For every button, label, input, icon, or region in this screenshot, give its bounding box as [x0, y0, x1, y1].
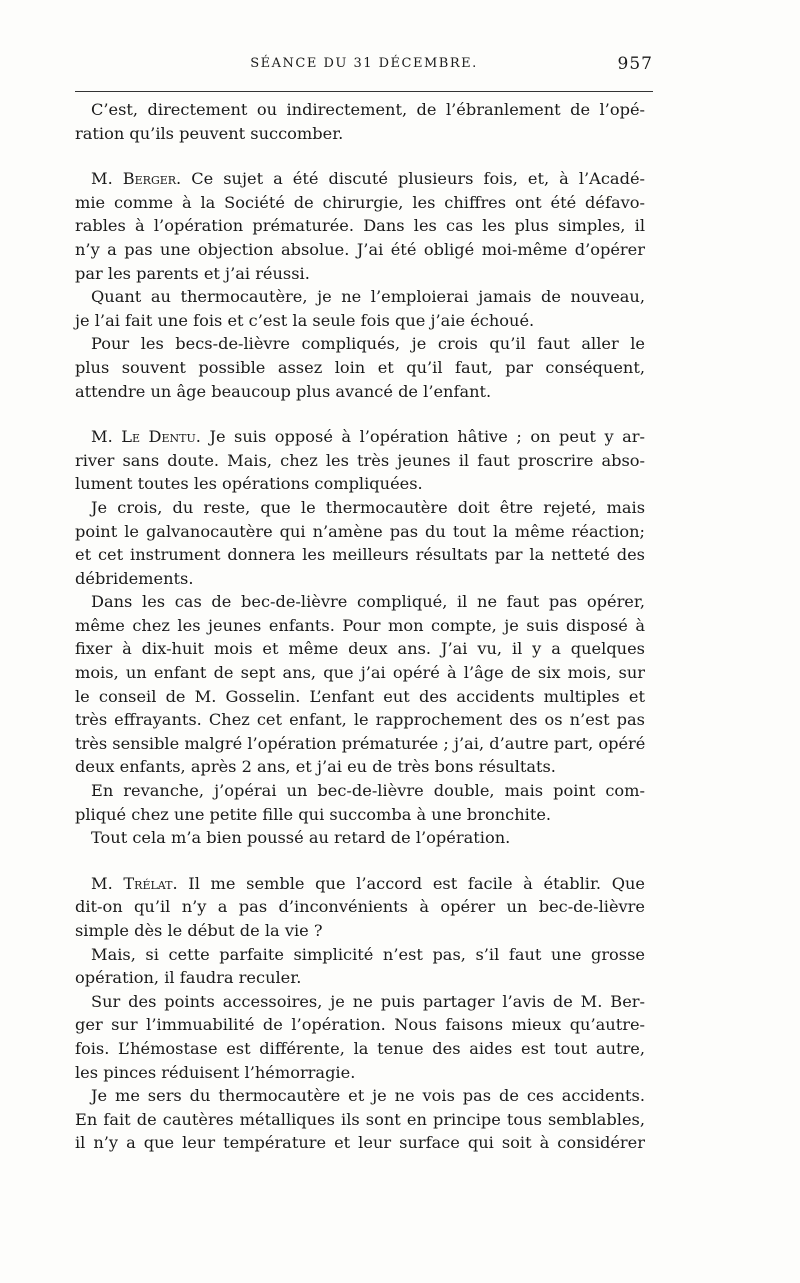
paragraph [75, 872, 645, 943]
text-line: Sur des points accessoires, je ne puis partager l’avis de M. Ber- [91, 991, 645, 1011]
paragraph-gap [75, 850, 645, 872]
text-line: C’est, directement ou indirectement, de l’ébranlement de l’opé- [91, 100, 645, 119]
page-number: 957 [617, 54, 653, 74]
paragraph-gap [75, 403, 645, 425]
text-line: Tout cela m’a bien poussé au retard de l’opération. [91, 828, 511, 848]
text-line: mie comme à la Société de chirurgie, les chiffres ont été défavo- [75, 192, 645, 212]
text-line: ger sur l’immuabilité de l’opération. Nous faisons mieux qu’autre- [75, 1015, 645, 1035]
text-line: point le galvanocautère qui n’amène pas du tout la même réaction; [75, 521, 645, 541]
text-line: et cet instrument donnera les meilleurs résultats par la netteté des [75, 545, 645, 565]
text-line: débridements. [75, 568, 194, 588]
text-line: même chez les jeunes enfants. Pour mon compte, je suis disposé à [75, 615, 645, 635]
text-line: En revanche, j’opérai un bec-de-lièvre double, mais point com- [91, 781, 645, 801]
paragraph [75, 590, 645, 779]
text-line: plus souvent possible assez loin et qu’il faut, par conséquent, [75, 357, 645, 377]
running-header [75, 56, 653, 86]
text-line: lument toutes les opérations compliquées. [75, 474, 423, 494]
paragraph [75, 167, 645, 285]
text-line: Je crois, du reste, que le thermocautère doit être rejeté, mais [91, 497, 645, 517]
paragraph [75, 496, 645, 590]
text-line: Pour les becs-de-lièvre compliqués, je crois qu’il faut aller le [91, 334, 645, 354]
text-line: simple dès le début de la vie ? [75, 921, 323, 940]
text-line: je l’ai fait une fois et c’est la seule fois que j’aie échoué. [75, 310, 535, 330]
text-line: Je me sers du thermocautère et je ne vois pas de ces accidents. [91, 1086, 645, 1106]
text-line: rables à l’opération prématurée. Dans les cas les plus simples, il [75, 216, 645, 236]
header-title: SÉANCE DU 31 DÉCEMBRE. [250, 56, 478, 71]
paragraph [75, 943, 645, 990]
paragraph [75, 990, 645, 1084]
text-line [75, 425, 645, 449]
body-text [75, 98, 645, 1155]
text-line: opération, il faudra reculer. [75, 968, 302, 988]
paragraph [75, 98, 645, 145]
paragraph [75, 779, 645, 826]
speaker-name: M. Trélat. [91, 873, 178, 893]
text-line [75, 167, 645, 191]
text-line: Dans les cas de bec-de-lièvre compliqué, il ne faut pas opérer, [91, 592, 645, 612]
paragraph [75, 425, 645, 496]
text-line: dit-on qu’il n’y a pas d’inconvénients à opérer un bec-de-lièvre [75, 897, 645, 917]
text-line: mois, un enfant de sept ans, que j’ai opéré à l’âge de six mois, sur [75, 663, 645, 683]
paragraph [75, 826, 645, 850]
text-line: En fait de cautères métalliques ils sont en principe tous semblables, [75, 1109, 645, 1129]
text-line: deux enfants, après 2 ans, et j’ai eu de très bons résultats. [75, 757, 556, 777]
paragraph [75, 285, 645, 332]
paragraph-gap [75, 145, 645, 167]
text-line: pliqué chez une petite fille qui succomba à une bronchite. [75, 804, 552, 824]
text-line [75, 872, 645, 896]
paragraph [75, 1084, 645, 1155]
text-line: Mais, si cette parfaite simplicité n’est pas, s’il faut une grosse [91, 944, 645, 964]
text-run: Il me semble que l’accord est facile à établir. Que [177, 873, 646, 893]
paragraph [75, 332, 645, 403]
text-line: très effrayants. Chez cet enfant, le rapprochement des os n’est pas [75, 710, 645, 730]
header-rule [75, 91, 653, 92]
text-line: n’y a pas une objection absolue. J’ai été obligé moi-même d’opérer [75, 239, 645, 259]
text-run: Ce sujet a été discuté plusieurs fois, et, à l’Acadé- [181, 169, 645, 189]
speaker-name: M. Berger. [91, 169, 182, 189]
text-line: très sensible malgré l’opération prématurée ; j’ai, d’autre part, opéré [75, 733, 646, 753]
text-line: attendre un âge beaucoup plus avancé de l’enfant. [75, 381, 492, 401]
text-line: fois. L’hémostase est différente, la tenue des aides est tout autre, [75, 1038, 645, 1058]
text-line: river sans doute. Mais, chez les très jeunes il faut proscrire abso- [75, 450, 645, 470]
text-line: les pinces réduisent l’hémorragie. [75, 1062, 356, 1082]
speaker-name: M. Le Dentu. [91, 427, 201, 447]
text-line: Quant au thermocautère, je ne l’emploierai jamais de nouveau, [91, 287, 645, 307]
text-line: le conseil de M. Gosselin. L’enfant eut des accidents multiples et [75, 686, 645, 706]
text-line: il n’y a que leur température et leur surface qui soit à considérer [75, 1133, 645, 1153]
text-run: Je suis opposé à l’opération hâtive ; on peut y ar- [200, 427, 645, 447]
text-line: ration qu’ils peuvent succomber. [75, 123, 344, 143]
text-line: fixer à dix-huit mois et même deux ans. J’ai vu, il y a quelques [75, 639, 645, 659]
text-line: par les parents et j’ai réussi. [75, 263, 310, 283]
